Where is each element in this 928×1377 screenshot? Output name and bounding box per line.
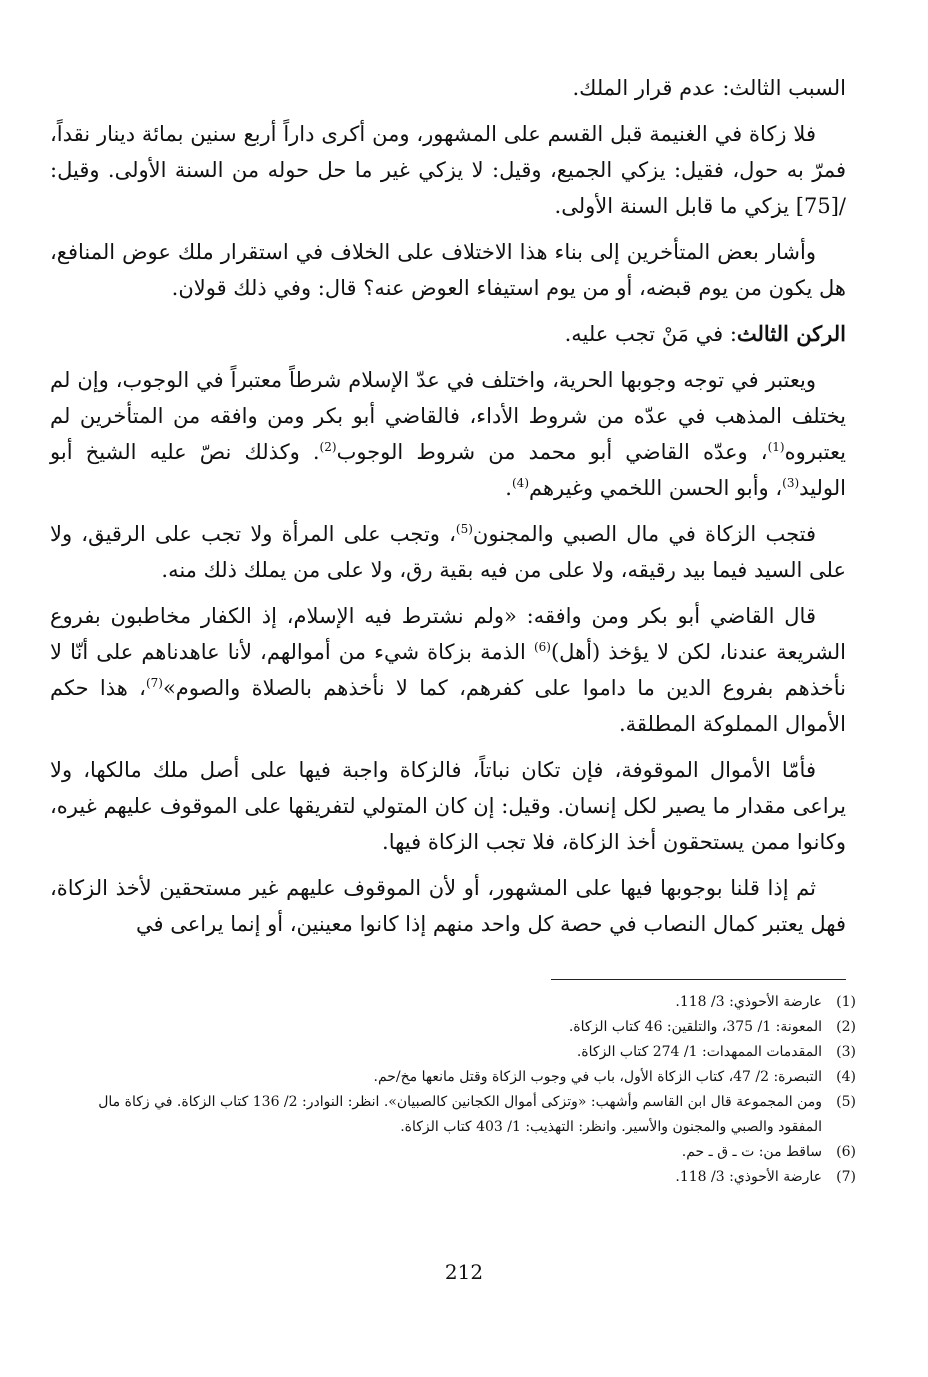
- paragraph-5: [50, 362, 846, 506]
- footnote-number: (4): [836, 1069, 856, 1085]
- footnote-text: المعونة: 1/ 375، والتلقين: 46 كتاب الزكاة.: [568, 1019, 822, 1035]
- text-run: الذمة بزكاة شيء من أموالهم، لأنا عاهدناهم على أنّا لا نأخذهم بفروع الدين ما داموا على كفرهم، كما لا نأخذهم بالصلاة والصوم»: [50, 640, 846, 700]
- footnote-text: المقدمات الممهدات: 1/ 274 كتاب الزكاة.: [576, 1044, 822, 1060]
- footnote-text: عارضة الأحوذي: 3/ 118.: [675, 994, 822, 1010]
- section-heading: الركن الثالث: [736, 321, 846, 346]
- paragraph-4: [50, 316, 846, 352]
- footnote-ref-3: (3): [782, 476, 800, 490]
- footnote-item: [50, 1065, 856, 1090]
- paragraph-2: فلا زكاة في الغنيمة قبل القسم على المشهور، ومن أكرى داراً أربع سنين بمائة دينار نقداً، فمرّ به حول، فقيل: يزكي الجميع، وقيل: لا يزكي غير ما حل حوله من السنة الأولى. وقيل: /[75] يزكي ما قابل السنة الأولى.: [50, 122, 846, 218]
- footnote-text: التبصرة: 2/ 47، كتاب الزكاة الأول، باب في وجوب الزكاة وقتل مانعها مخ/حم.: [373, 1069, 822, 1085]
- footnote-item: [50, 1165, 856, 1190]
- paragraph-6: [50, 516, 846, 588]
- footnote-ref-7: (7): [145, 676, 163, 690]
- text-run: ، وعدّه القاضي أبو محمد من شروط الوجوب: [336, 440, 768, 464]
- main-text: [50, 70, 846, 952]
- footnote-number: (3): [836, 1044, 856, 1060]
- text-run: ، وأبو الحسن اللخمي وغيرهم: [529, 476, 783, 500]
- footnote-text: عارضة الأحوذي: 3/ 118.: [675, 1169, 822, 1185]
- footnote-number: (5): [836, 1094, 856, 1110]
- text-run: .: [505, 476, 512, 500]
- footnote-number: (6): [836, 1144, 856, 1160]
- footnote-item: [50, 1040, 856, 1065]
- paragraph-1: السبب الثالث: عدم قرار الملك.: [572, 76, 846, 100]
- text-run: ويعتبر في توجه وجوبها الحرية، واختلف في عدّ الإسلام شرطاً معتبراً في الوجوب، وإن لم يختلف المذهب في عدّه من شروط الأداء، فالقاضي أبو بكر ومن وافقه من المتأخرين لم يعتبروه: [50, 368, 846, 464]
- page-number: 212: [444, 1260, 484, 1284]
- footnote-divider: [551, 979, 846, 980]
- footnote-number: (2): [836, 1019, 856, 1035]
- footnote-text: ومن المجموعة قال ابن القاسم وأشهب: «وتزكى أموال الكجانين كالصبيان». انظر: النوادر: 2/ 136 كتاب الزكاة. في زكاة مال المفقود والصبي والمجنون والأسير. وانظر: التهذيب: 1/ 403 كتاب الزكاة.: [98, 1094, 822, 1135]
- text-run: ، هذا حكم الأموال المملوكة المطلقة.: [50, 676, 846, 736]
- text-run: قال القاضي أبو بكر ومن وافقه: «ولم نشترط فيه الإسلام، إذ الكفار مخاطبون بفروع الشريعة عندنا، لكن لا يؤخذ (أهل): [50, 604, 847, 664]
- section-heading-rest: : في مَنْ تجب عليه.: [564, 322, 737, 346]
- footnote-ref-6: (6): [533, 640, 551, 654]
- paragraph-7: [50, 598, 846, 742]
- footnote-ref-5: (5): [455, 522, 473, 536]
- footnote-number: (7): [836, 1169, 856, 1185]
- paragraph-3: وأشار بعض المتأخرين إلى بناء هذا الاختلاف على الخلاف في استقرار ملك عوض المنافع، هل يكون من يوم قبضه، أو من يوم استيفاء العوض عنه؟ قال: وفي ذلك قولان.: [50, 240, 846, 300]
- footnote-ref-2: (2): [319, 440, 337, 454]
- footnote-ref-1: (1): [767, 440, 785, 454]
- footnote-ref-4: (4): [511, 476, 529, 490]
- footnote-item: [50, 990, 856, 1015]
- footnote-text: ساقط من: ت ـ ق ـ حم.: [681, 1144, 822, 1160]
- text-run: ، وتجب على المرأة ولا تجب على الرقيق، ولا على السيد فيما بيد رقيقه، ولا على من فيه بقية رق، ولا على من يملك ذلك منه.: [50, 522, 846, 582]
- text-run: . وكذلك نصّ عليه الشيخ أبو الوليد: [50, 440, 846, 500]
- footnotes: [50, 990, 856, 1190]
- paragraph-9: ثم إذا قلنا بوجوبها فيها على المشهور، أو لأن الموقوف عليهم غير مستحقين لأخذ الزكاة، فهل يعتبر كمال النصاب في حصة كل واحد منهم إذا كانوا معينين، أو إنما يراعى في: [50, 876, 846, 936]
- footnote-item: [50, 1015, 856, 1040]
- footnote-item: [50, 1090, 856, 1140]
- footnote-number: (1): [836, 994, 856, 1010]
- footnote-item: [50, 1140, 856, 1165]
- paragraph-8: فأمّا الأموال الموقوفة، فإن تكان نباتاً، فالزكاة واجبة فيها على أصل ملك مالكها، ولا يراعى مقدار ما يصير لكل إنسان. وقيل: إن كان المتولي لتفريقها على الموقوف عليهم غيره، وكانوا ممن يستحقون أخذ الزكاة، فلا تجب الزكاة فيها.: [50, 758, 846, 854]
- text-run: فتجب الزكاة في مال الصبي والمجنون: [472, 522, 817, 546]
